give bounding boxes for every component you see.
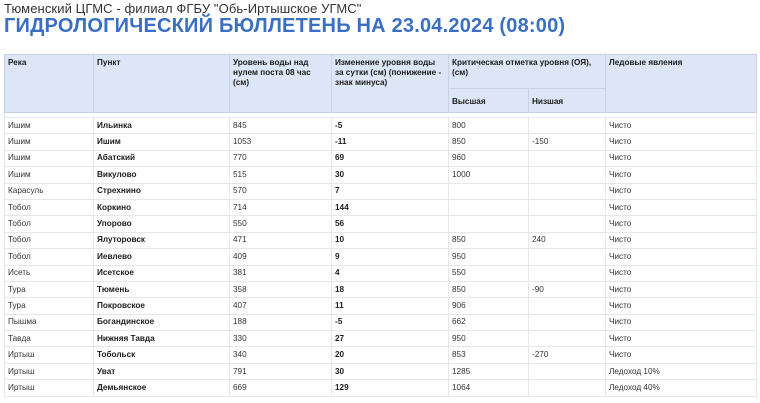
cell-change: 10 — [332, 232, 449, 248]
cell-high: 1000 — [449, 167, 529, 183]
cell-river: Тура — [5, 281, 94, 297]
cell-change: 56 — [332, 216, 449, 232]
cell-low: -90 — [529, 281, 606, 297]
cell-high: 1285 — [449, 363, 529, 379]
cell-change: 18 — [332, 281, 449, 297]
table-row — [5, 183, 757, 199]
cell-change: 9 — [332, 249, 449, 265]
cell-low: -150 — [529, 134, 606, 150]
column-header-level: Уровень воды над нулем поста 08 час (см) — [230, 55, 332, 113]
cell-high: 662 — [449, 314, 529, 330]
cell-point: Ялуторовск — [94, 232, 230, 248]
cell-ice: Чисто — [606, 134, 757, 150]
cell-low — [529, 167, 606, 183]
cell-level: 669 — [230, 380, 332, 396]
cell-change: -11 — [332, 134, 449, 150]
cell-point: Викулово — [94, 167, 230, 183]
cell-river: Иртыш — [5, 380, 94, 396]
cell-ice: Чисто — [606, 216, 757, 232]
column-header-point: Пункт — [94, 55, 230, 113]
cell-point: Ишим — [94, 134, 230, 150]
cell-high: 800 — [449, 118, 529, 134]
cell-ice: Чисто — [606, 150, 757, 166]
cell-ice: Чисто — [606, 199, 757, 215]
cell-low — [529, 265, 606, 281]
table-row — [5, 167, 757, 183]
cell-ice: Чисто — [606, 167, 757, 183]
cell-ice: Чисто — [606, 249, 757, 265]
cell-river: Ишим — [5, 118, 94, 134]
cell-change: 30 — [332, 167, 449, 183]
cell-level: 550 — [230, 216, 332, 232]
table-row — [5, 199, 757, 215]
column-header-change: Изменение уровня воды за сутки (см) (понижение - знак минуса) — [332, 55, 449, 113]
column-header-ice: Ледовые явления — [606, 55, 757, 113]
column-header-river: Река — [5, 55, 94, 113]
cell-point: Уват — [94, 363, 230, 379]
cell-low — [529, 199, 606, 215]
table-row — [5, 216, 757, 232]
cell-point: Тюмень — [94, 281, 230, 297]
cell-level: 714 — [230, 199, 332, 215]
table-row — [5, 249, 757, 265]
cell-low — [529, 216, 606, 232]
cell-high: 960 — [449, 150, 529, 166]
table-row — [5, 314, 757, 330]
table-row — [5, 150, 757, 166]
cell-ice: Чисто — [606, 265, 757, 281]
cell-river: Тавда — [5, 331, 94, 347]
cell-level: 1053 — [230, 134, 332, 150]
cell-change: 27 — [332, 331, 449, 347]
cell-river: Тобол — [5, 216, 94, 232]
cell-change: -5 — [332, 118, 449, 134]
cell-river: Тобол — [5, 232, 94, 248]
cell-point: Нижняя Тавда — [94, 331, 230, 347]
cell-low — [529, 118, 606, 134]
cell-level: 471 — [230, 232, 332, 248]
cell-point: Демьянское — [94, 380, 230, 396]
cell-ice: Чисто — [606, 347, 757, 363]
cell-ice: Чисто — [606, 331, 757, 347]
cell-point: Коркино — [94, 199, 230, 215]
cell-ice: Ледоход 40% — [606, 380, 757, 396]
cell-level: 770 — [230, 150, 332, 166]
table-row — [5, 331, 757, 347]
cell-point: Стрехнино — [94, 183, 230, 199]
cell-level: 330 — [230, 331, 332, 347]
cell-high: 850 — [449, 134, 529, 150]
table-row — [5, 298, 757, 314]
cell-low: -270 — [529, 347, 606, 363]
cell-change: 30 — [332, 363, 449, 379]
cell-level: 340 — [230, 347, 332, 363]
column-header-low: Низшая — [529, 89, 606, 113]
table-row — [5, 265, 757, 281]
cell-level: 409 — [230, 249, 332, 265]
table-body — [5, 113, 757, 397]
cell-change: 69 — [332, 150, 449, 166]
organization-name: Тюменский ЦГМС - филиал ФГБУ "Обь-Иртышское УГМС" — [4, 1, 362, 16]
cell-level: 381 — [230, 265, 332, 281]
column-header-critical: Критическая отметка уровня (ОЯ), (см) — [449, 55, 606, 89]
cell-ice: Чисто — [606, 118, 757, 134]
cell-change: 11 — [332, 298, 449, 314]
cell-point: Абатский — [94, 150, 230, 166]
cell-point: Упорово — [94, 216, 230, 232]
cell-river: Ишим — [5, 134, 94, 150]
table-row — [5, 118, 757, 134]
cell-point: Иевлево — [94, 249, 230, 265]
cell-low — [529, 331, 606, 347]
cell-level: 358 — [230, 281, 332, 297]
table-row — [5, 363, 757, 379]
table-row — [5, 134, 757, 150]
cell-low — [529, 314, 606, 330]
hydrology-table — [4, 54, 757, 397]
cell-low — [529, 150, 606, 166]
cell-point: Ильинка — [94, 118, 230, 134]
cell-change: 129 — [332, 380, 449, 396]
cell-high: 906 — [449, 298, 529, 314]
cell-point: Исетское — [94, 265, 230, 281]
cell-low: 240 — [529, 232, 606, 248]
cell-river: Карасуль — [5, 183, 94, 199]
cell-high: 850 — [449, 232, 529, 248]
cell-ice: Чисто — [606, 314, 757, 330]
cell-river: Иртыш — [5, 347, 94, 363]
table-row — [5, 232, 757, 248]
cell-level: 188 — [230, 314, 332, 330]
cell-level: 515 — [230, 167, 332, 183]
table-row — [5, 281, 757, 297]
cell-high: 1064 — [449, 380, 529, 396]
cell-high: 850 — [449, 281, 529, 297]
hydrology-table-container — [4, 54, 756, 397]
cell-level: 407 — [230, 298, 332, 314]
bulletin-title: ГИДРОЛОГИЧЕСКИЙ БЮЛЛЕТЕНЬ НА 23.04.2024 (08:00) — [4, 15, 566, 37]
cell-river: Исеть — [5, 265, 94, 281]
cell-high: 853 — [449, 347, 529, 363]
cell-change: -5 — [332, 314, 449, 330]
cell-river: Тобол — [5, 199, 94, 215]
cell-river: Тобол — [5, 249, 94, 265]
cell-change: 20 — [332, 347, 449, 363]
cell-ice: Чисто — [606, 281, 757, 297]
cell-change: 4 — [332, 265, 449, 281]
table-row — [5, 347, 757, 363]
cell-river: Тура — [5, 298, 94, 314]
cell-river: Ишим — [5, 150, 94, 166]
cell-high — [449, 183, 529, 199]
cell-ice: Чисто — [606, 298, 757, 314]
cell-point: Тобольск — [94, 347, 230, 363]
cell-level: 845 — [230, 118, 332, 134]
cell-high — [449, 199, 529, 215]
cell-low — [529, 363, 606, 379]
cell-change: 7 — [332, 183, 449, 199]
cell-high — [449, 216, 529, 232]
cell-point: Богандинское — [94, 314, 230, 330]
cell-ice: Чисто — [606, 183, 757, 199]
cell-low — [529, 183, 606, 199]
cell-level: 570 — [230, 183, 332, 199]
cell-river: Иртыш — [5, 363, 94, 379]
column-header-high: Высшая — [449, 89, 529, 113]
cell-level: 791 — [230, 363, 332, 379]
cell-low — [529, 380, 606, 396]
cell-point: Покровское — [94, 298, 230, 314]
cell-river: Пышма — [5, 314, 94, 330]
table-row — [5, 380, 757, 396]
cell-river: Ишим — [5, 167, 94, 183]
cell-ice: Ледоход 10% — [606, 363, 757, 379]
cell-high: 950 — [449, 249, 529, 265]
cell-low — [529, 249, 606, 265]
cell-change: 144 — [332, 199, 449, 215]
cell-ice: Чисто — [606, 232, 757, 248]
cell-high: 550 — [449, 265, 529, 281]
cell-low — [529, 298, 606, 314]
cell-high: 950 — [449, 331, 529, 347]
